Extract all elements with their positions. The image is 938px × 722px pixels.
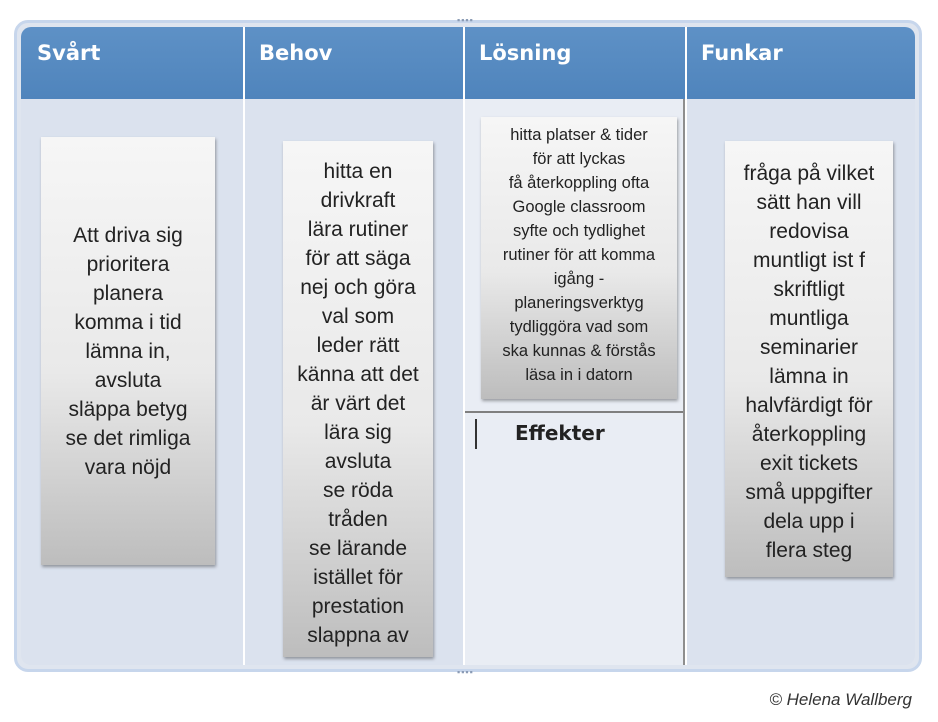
column-title-svart: Svårt (37, 41, 101, 65)
note-line: för att säga (305, 247, 411, 270)
note-line: avsluta (94, 369, 162, 392)
note-line: är värt det (310, 392, 406, 415)
note-line: halvfärdigt för (745, 394, 873, 417)
resize-handle-top[interactable]: ▪▪▪▪ (457, 15, 474, 25)
column-title-behov: Behov (259, 41, 333, 65)
board-frame (14, 15, 922, 677)
note-line: istället för (313, 566, 403, 589)
note-line: val som (321, 305, 395, 328)
note-line: planeringsverktyg (514, 294, 644, 312)
note-line: tydliggöra vad som (509, 318, 649, 336)
column-title-funkar: Funkar (701, 41, 783, 65)
note-line: lämna in, (85, 340, 171, 363)
note-line: läsa in i datorn (525, 366, 633, 384)
note-line: komma i tid (74, 311, 182, 334)
note-line: exit tickets (759, 452, 859, 475)
column-title-losning: Lösning (479, 41, 572, 65)
losning-divider (463, 411, 685, 413)
note-line: hitta en (323, 160, 393, 183)
note-line: nej och göra (300, 276, 416, 299)
note-line: syfte och tydlighet (512, 222, 646, 240)
sticky-note-losning[interactable] (481, 117, 677, 399)
note-line: muntligt ist f (752, 249, 866, 272)
sticky-note-funkar[interactable] (725, 141, 893, 577)
note-line: dela upp i (763, 510, 855, 533)
divider-2 (463, 27, 465, 665)
effekter-label[interactable]: Effekter (515, 421, 605, 445)
note-line: seminarier (759, 336, 859, 359)
note-line: rutiner för att komma (502, 246, 656, 264)
note-line: lära sig (324, 421, 392, 444)
note-line: se det rimliga (65, 427, 191, 450)
note-line: slappna av (307, 624, 409, 647)
header-row (21, 27, 915, 99)
note-line: drivkraft (320, 189, 396, 212)
note-line: tråden (328, 508, 388, 531)
note-line: skriftligt (773, 278, 845, 301)
note-line: för att lyckas (532, 150, 626, 168)
note-line: flera steg (765, 539, 853, 562)
sticky-note-behov[interactable] (283, 141, 433, 657)
note-line: igång - (553, 270, 605, 288)
divider-3 (685, 27, 687, 665)
note-line: vara nöjd (84, 456, 172, 479)
text-cursor (475, 419, 477, 449)
board-inner (21, 27, 915, 665)
note-line: Google classroom (512, 198, 646, 216)
note-line: släppa betyg (68, 398, 188, 421)
note-line: ska kunnas & förstås (502, 342, 656, 360)
note-line: få återkoppling ofta (508, 174, 650, 192)
note-line: muntliga (769, 307, 849, 330)
note-line: fråga på vilket (743, 162, 875, 185)
note-line: redovisa (769, 220, 849, 243)
note-line: lämna in (769, 365, 849, 388)
note-line: se lärande (308, 537, 408, 560)
note-line: prestation (311, 595, 405, 618)
note-line: känna att det (297, 363, 419, 386)
note-line: sätt han vill (756, 191, 862, 214)
note-line: leder rätt (316, 334, 400, 357)
note-line: Att driva sig (73, 224, 183, 247)
note-line: lära rutiner (307, 218, 409, 241)
note-line: prioritera (86, 253, 170, 276)
note-line: små uppgifter (745, 481, 873, 504)
resize-handle-bottom[interactable]: ▪▪▪▪ (457, 667, 474, 677)
note-line: se röda (322, 479, 394, 502)
divider-1 (243, 27, 245, 665)
note-line: avsluta (324, 450, 392, 473)
note-line: planera (92, 282, 164, 305)
copyright-credit: © Helena Wallberg (769, 690, 912, 709)
note-line: återkoppling (751, 423, 867, 446)
note-line: hitta platser & tider (510, 126, 648, 144)
sticky-note-svart[interactable] (41, 137, 215, 565)
